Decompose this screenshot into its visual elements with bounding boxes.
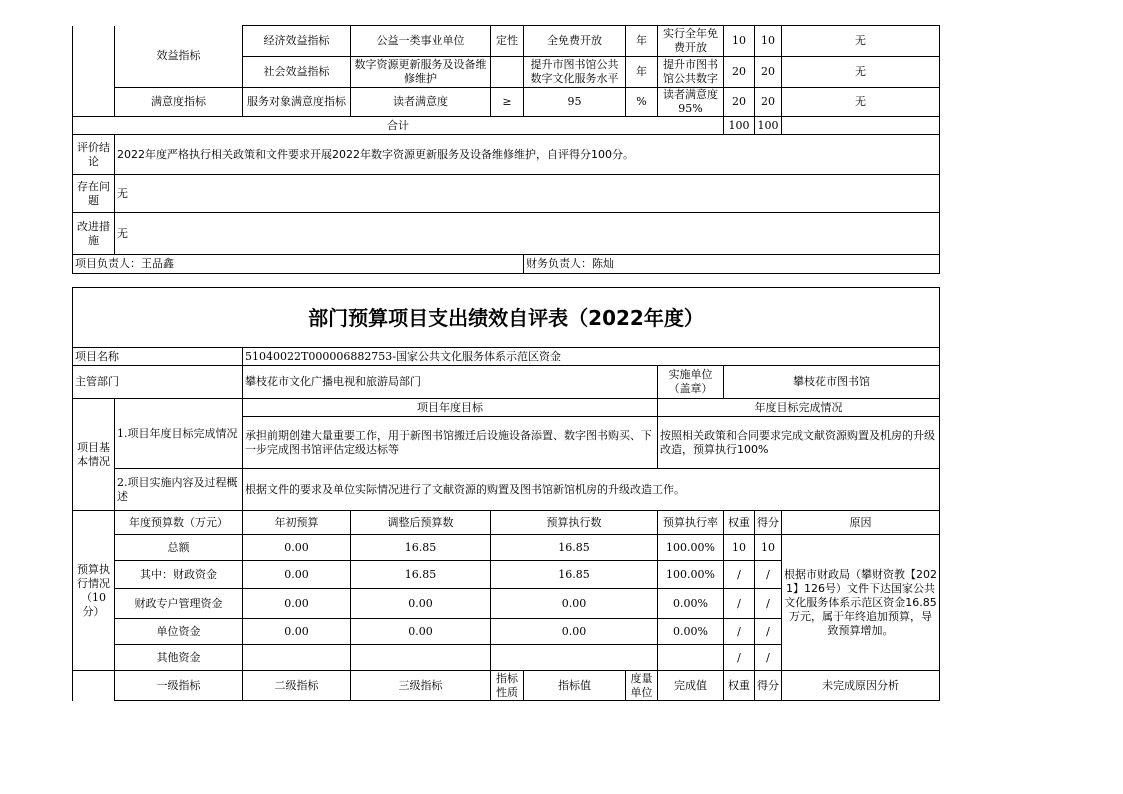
finance-sign: 财务负责人：陈灿 (524, 255, 940, 274)
l2: 社会效益指标 (243, 57, 351, 88)
ind-head: 二级指标 (243, 671, 351, 701)
val: 提升市图书馆公共数字文化服务水平 (524, 57, 626, 88)
done: 读者满意度95% (658, 88, 724, 117)
dept-label: 主管部门 (73, 366, 243, 399)
budget-exec: 16.85 (491, 561, 658, 589)
budget-weight: / (724, 561, 755, 589)
total-weight: 100 (724, 117, 755, 135)
budget-init: 0.00 (243, 535, 351, 561)
impl-value: 攀枝花市图书馆 (724, 366, 940, 399)
budget-init (243, 645, 351, 671)
l3: 数字资源更新服务及设备维修维护 (351, 57, 491, 88)
unit: 年 (626, 26, 658, 57)
val: 95 (524, 88, 626, 117)
budget-rate: 100.00% (658, 561, 724, 589)
prop: 定性 (491, 26, 524, 57)
prop: ≥ (491, 88, 524, 117)
done-text: 按照相关政策和合同要求完成文献资源购置及机房的升级改造，预算执行100% (658, 417, 940, 469)
blank-cell (73, 671, 115, 701)
budget-rate: 0.00% (658, 619, 724, 645)
basic-label: 项目基本情况 (73, 399, 115, 511)
done: 实行全年免费开放 (658, 26, 724, 57)
budget-weight: / (724, 589, 755, 619)
score: 20 (755, 88, 782, 117)
budget-rate: 0.00% (658, 589, 724, 619)
ind-head: 完成值 (658, 671, 724, 701)
budget-head: 年初预算 (243, 511, 351, 535)
unit: % (626, 88, 658, 117)
goal-label: 1.项目年度目标完成情况 (115, 399, 243, 469)
l3: 公益一类事业单位 (351, 26, 491, 57)
reason: 无 (782, 57, 940, 88)
budget-init: 0.00 (243, 619, 351, 645)
budget-adj: 16.85 (351, 561, 491, 589)
ind-head: 得分 (755, 671, 782, 701)
total-score: 100 (755, 117, 782, 135)
budget-reason: 根据市财政局（攀财资教【2021】126号）文件下达国家公共文化服务体系示范区资金16.85万元，属于年终追加预算，导致预算增加。 (782, 535, 940, 671)
budget-weight: 10 (724, 535, 755, 561)
form-table (72, 287, 940, 701)
l3: 读者满意度 (351, 88, 491, 117)
reason: 无 (782, 26, 940, 57)
budget-head: 原因 (782, 511, 940, 535)
manager-sign: 项目负责人：王品鑫 (73, 255, 524, 274)
ind-head: 指标性质 (491, 671, 524, 701)
budget-rate (658, 645, 724, 671)
eval-text: 2022年度严格执行相关政策和文件要求开展2022年数字资源更新服务及设备维修维护，自评得分100分。 (115, 135, 940, 175)
blank-cell (73, 26, 115, 117)
budget-exec: 0.00 (491, 619, 658, 645)
val: 全免费开放 (524, 26, 626, 57)
score: 20 (755, 57, 782, 88)
done: 提升市图书馆公共数字 (658, 57, 724, 88)
reason: 无 (782, 88, 940, 117)
cat-satisfaction: 满意度指标 (115, 88, 243, 117)
weight: 10 (724, 26, 755, 57)
budget-head: 权重 (724, 511, 755, 535)
ind-head: 一级指标 (115, 671, 243, 701)
budget-score: / (755, 619, 782, 645)
top-table (72, 25, 940, 274)
budget-row-name: 其他资金 (115, 645, 243, 671)
budget-row-name: 其中：财政资金 (115, 561, 243, 589)
budget-row-name: 总额 (115, 535, 243, 561)
budget-exec (491, 645, 658, 671)
budget-head: 年度预算数（万元） (115, 511, 243, 535)
budget-adj: 16.85 (351, 535, 491, 561)
budget-adj: 0.00 (351, 619, 491, 645)
budget-score: / (755, 589, 782, 619)
budget-head: 预算执行率 (658, 511, 724, 535)
budget-exec: 16.85 (491, 535, 658, 561)
issue-text: 无 (115, 175, 940, 213)
budget-exec: 0.00 (491, 589, 658, 619)
page-title: 部门预算项目支出绩效自评表（2022年度） (73, 288, 940, 348)
process-label: 2.项目实施内容及过程概述 (115, 469, 243, 511)
budget-rate: 100.00% (658, 535, 724, 561)
ind-head: 未完成原因分析 (782, 671, 940, 701)
budget-head: 预算执行数 (491, 511, 658, 535)
weight: 20 (724, 88, 755, 117)
improve-label: 改进措施 (73, 213, 115, 255)
ind-head: 三级指标 (351, 671, 491, 701)
goal-head: 项目年度目标 (243, 399, 658, 417)
weight: 20 (724, 57, 755, 88)
l2: 经济效益指标 (243, 26, 351, 57)
name-value: 51040022T000006882753-国家公共文化服务体系示范区资金 (243, 348, 940, 366)
budget-row-name: 单位资金 (115, 619, 243, 645)
budget-weight: / (724, 619, 755, 645)
budget-init: 0.00 (243, 561, 351, 589)
budget-adj (351, 645, 491, 671)
goal-text: 承担前期创建大量重要工作，用于新图书馆搬迁后设施设备添置、数字图书购买、下一步完成图书馆评估定级达标等 (243, 417, 658, 469)
issue-label: 存在问题 (73, 175, 115, 213)
score: 10 (755, 26, 782, 57)
unit: 年 (626, 57, 658, 88)
budget-head: 得分 (755, 511, 782, 535)
budget-head: 调整后预算数 (351, 511, 491, 535)
budget-weight: / (724, 645, 755, 671)
eval-label: 评价结论 (73, 135, 115, 175)
ind-head: 权重 (724, 671, 755, 701)
done-head: 年度目标完成情况 (658, 399, 940, 417)
budget-label: 预算执行情况（10分） (73, 511, 115, 671)
total-label: 合计 (73, 117, 724, 135)
process-text: 根据文件的要求及单位实际情况进行了文献资源的购置及图书馆新馆机房的升级改造工作。 (243, 469, 940, 511)
ind-head: 指标值 (524, 671, 626, 701)
budget-init: 0.00 (243, 589, 351, 619)
budget-score: 10 (755, 535, 782, 561)
ind-head: 度量单位 (626, 671, 658, 701)
budget-score: / (755, 561, 782, 589)
blank-cell (782, 117, 940, 135)
budget-score: / (755, 645, 782, 671)
name-label: 项目名称 (73, 348, 243, 366)
budget-row-name: 财政专户管理资金 (115, 589, 243, 619)
dept-value: 攀枝花市文化广播电视和旅游局部门 (243, 366, 658, 399)
l2: 服务对象满意度指标 (243, 88, 351, 117)
prop (491, 57, 524, 88)
impl-label: 实施单位（盖章） (658, 366, 724, 399)
cat-benefit: 效益指标 (115, 26, 243, 88)
improve-text: 无 (115, 213, 940, 255)
budget-adj: 0.00 (351, 589, 491, 619)
